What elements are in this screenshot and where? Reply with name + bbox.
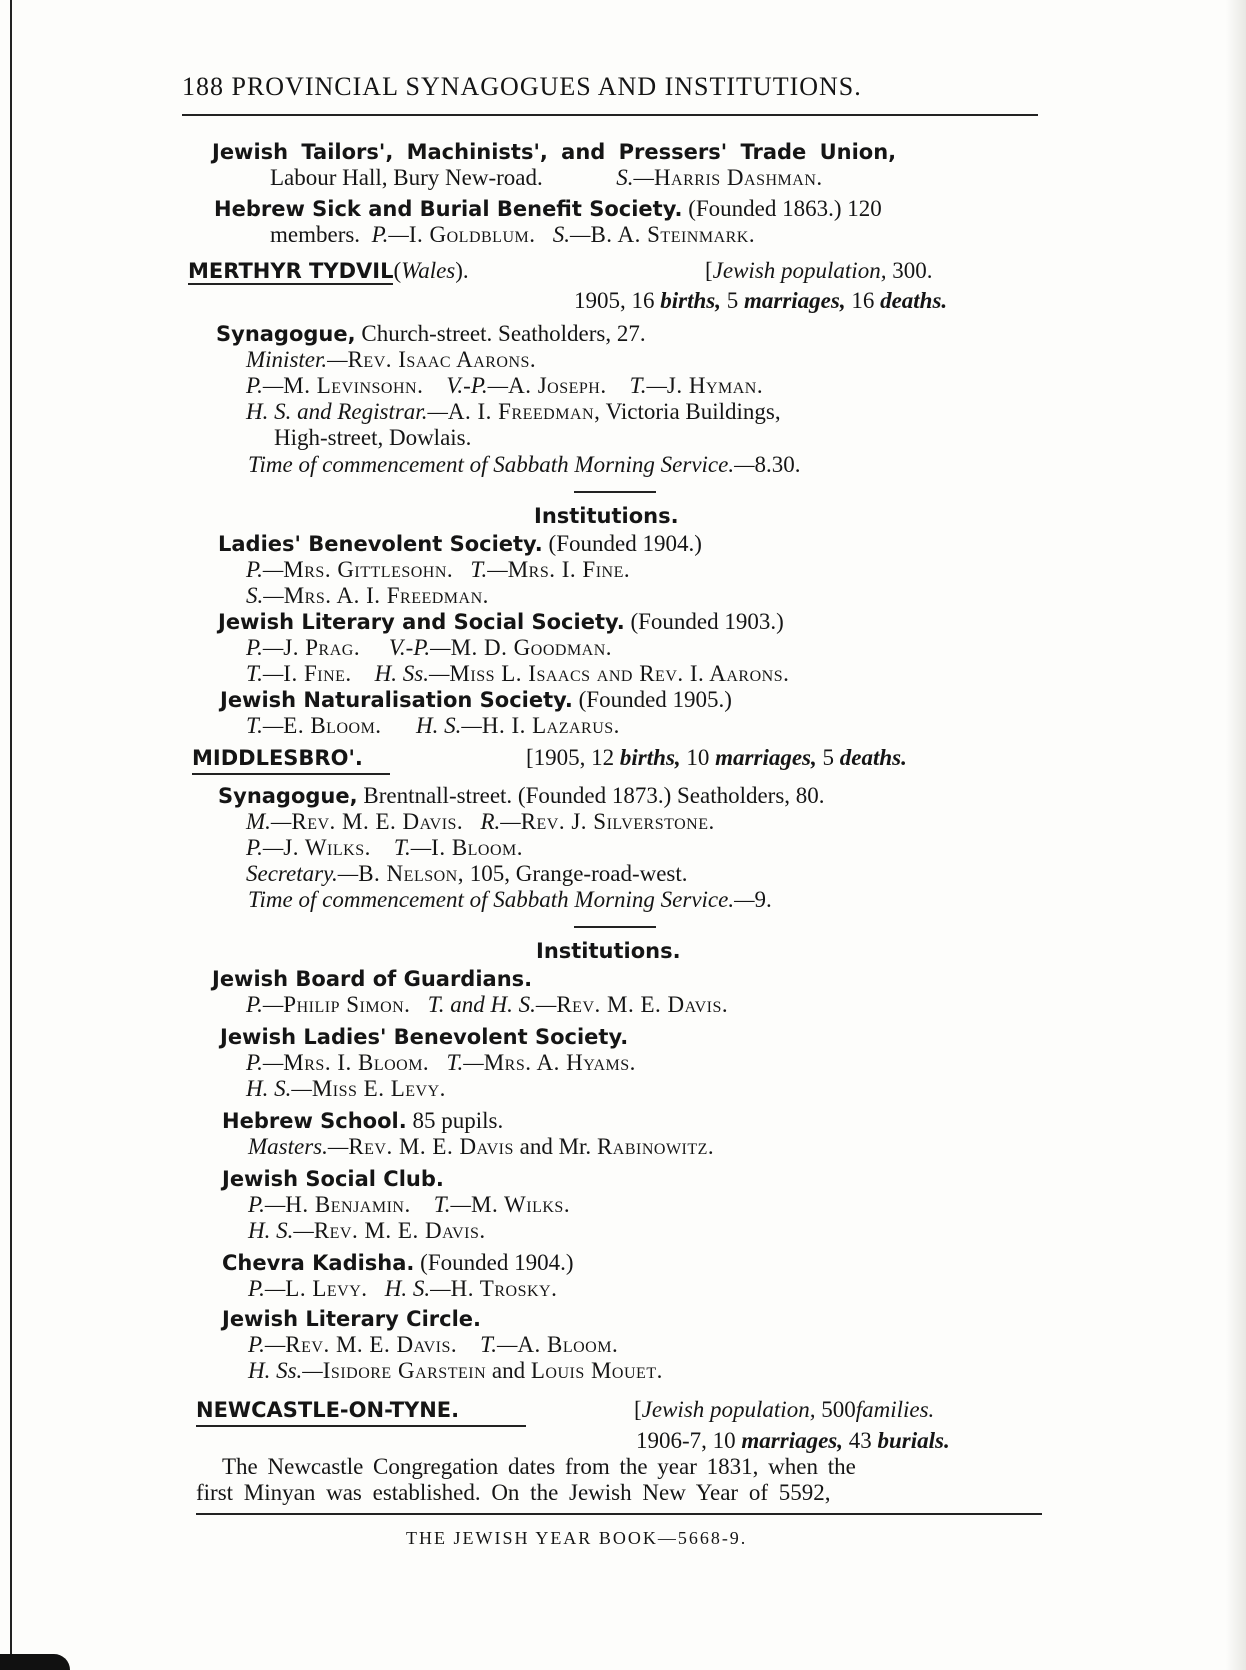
population-label: Jewish population, bbox=[712, 258, 887, 283]
newcastle-paragraph-line-1: The Newcastle Congregation dates from the year 1831, when the bbox=[222, 1454, 856, 1479]
merthyr-population bbox=[705, 258, 932, 284]
person-name: Rev. M. E. Davis. bbox=[285, 1332, 458, 1357]
hebrew-sick-officers bbox=[270, 222, 755, 248]
society-title: Chevra Kadisha. bbox=[222, 1251, 415, 1275]
merthyr-naturalisation-officers bbox=[246, 713, 620, 739]
stat-label: marriages, bbox=[743, 288, 846, 313]
synagogue-details: Brentnall-street. (Founded 1873.) Seatholders, 80. bbox=[363, 783, 825, 808]
page-left-edge bbox=[0, 0, 12, 1670]
paren: ). bbox=[455, 258, 469, 283]
stat-number: 5 bbox=[726, 288, 739, 313]
role-label: V.-P.— bbox=[388, 635, 451, 660]
merthyr-synagogue bbox=[216, 321, 646, 347]
role-label: P.— bbox=[246, 992, 284, 1017]
merthyr-ladies-society bbox=[218, 531, 702, 557]
person-name: A. I. Freedman, bbox=[447, 399, 601, 424]
role-label: S.— bbox=[552, 222, 591, 247]
newcastle-heading: NEWCASTLE-ON-TYNE. bbox=[196, 1398, 460, 1422]
role-label: T.— bbox=[246, 713, 284, 738]
merthyr-literary-officers-2 bbox=[246, 661, 789, 687]
stat-number: 16 bbox=[851, 288, 875, 313]
role-label: S.— bbox=[246, 583, 284, 608]
role-label: P.— bbox=[248, 1332, 286, 1357]
person-name: Harris Dashman. bbox=[653, 165, 823, 190]
stat-label: burials. bbox=[877, 1428, 950, 1453]
middlesbro-ladies-officers bbox=[246, 1050, 636, 1076]
middlesbro-literary-circle-title: Jewish Literary Circle. bbox=[222, 1307, 481, 1331]
stat-label: deaths. bbox=[839, 745, 907, 770]
person-name: Mrs. I. Fine. bbox=[507, 557, 631, 582]
role-label: H. Ss.— bbox=[374, 661, 450, 686]
stat-year: 1905, bbox=[574, 288, 626, 313]
newcastle-paragraph-line-2: first Minyan was established. On the Jewish New Year of 5592, bbox=[196, 1480, 831, 1505]
person-name: Miss E. Levy. bbox=[311, 1076, 446, 1101]
stat-number: 5 bbox=[822, 745, 834, 770]
person-name: M. Levinsohn. bbox=[283, 373, 424, 398]
person-name: Mrs. Gittlesohn. bbox=[283, 557, 454, 582]
person-name: B. Nelson, bbox=[358, 861, 464, 886]
role-label: T.— bbox=[470, 557, 508, 582]
society-title: Hebrew School. bbox=[222, 1109, 407, 1133]
population-value: 500 bbox=[821, 1397, 856, 1422]
city-underline bbox=[192, 773, 390, 775]
role-label: T.— bbox=[480, 1332, 518, 1357]
person-name: J. Hyman. bbox=[666, 373, 764, 398]
person-name: H. I. Lazarus. bbox=[481, 713, 620, 738]
role-label: S.— bbox=[616, 165, 654, 190]
person-name: A. Joseph. bbox=[508, 373, 607, 398]
page-corner-shadow bbox=[0, 1654, 70, 1670]
role-label: T.— bbox=[246, 661, 284, 686]
synagogue-title: Synagogue, bbox=[216, 322, 356, 346]
section-divider bbox=[574, 926, 656, 928]
stat-number: 43 bbox=[848, 1428, 872, 1453]
conjunction: and bbox=[491, 1358, 526, 1383]
middlesbro-guardians-officers bbox=[246, 992, 728, 1018]
role-label: P.— bbox=[371, 222, 409, 247]
role-label: R.— bbox=[480, 809, 521, 834]
middlesbro-ladies-secretary bbox=[246, 1076, 446, 1102]
role-label: T. and H. S.— bbox=[427, 992, 557, 1017]
person-name: Isidore Garstein bbox=[322, 1358, 487, 1383]
bracket: [ bbox=[705, 258, 713, 283]
population-label: Jewish population, bbox=[641, 1397, 816, 1422]
merthyr-naturalisation-society bbox=[220, 687, 732, 713]
person-name: E. Bloom. bbox=[283, 713, 382, 738]
role-label: H. S.— bbox=[384, 1276, 451, 1301]
middlesbro-circle-secretaries bbox=[248, 1358, 663, 1384]
person-name: J. Prag. bbox=[283, 635, 361, 660]
role-label: M.— bbox=[246, 809, 292, 834]
stat-label: deaths. bbox=[880, 288, 948, 313]
role-label: Masters.— bbox=[248, 1134, 349, 1159]
person-name: L. Levy. bbox=[285, 1276, 368, 1301]
merthyr-statistics bbox=[574, 288, 947, 314]
role-label: P.— bbox=[246, 373, 284, 398]
members-label: members. bbox=[270, 222, 361, 247]
conjunction: and Mr. bbox=[519, 1134, 592, 1159]
role-label: H. S.— bbox=[246, 1076, 312, 1101]
merthyr-service-time bbox=[248, 452, 801, 478]
stat-number: 16 bbox=[631, 288, 655, 313]
person-name: M. D. Goodman. bbox=[450, 635, 613, 660]
person-name: Rev. M. E. Davis bbox=[348, 1134, 514, 1159]
person-name: I. Bloom. bbox=[431, 835, 524, 860]
role-label: P.— bbox=[246, 635, 284, 660]
person-name: I. Fine. bbox=[283, 661, 352, 686]
pupils-count: 85 pupils. bbox=[412, 1108, 504, 1133]
person-name: A. Bloom. bbox=[517, 1332, 619, 1357]
person-name: Miss L. Isaacs and Rev. I. Aarons. bbox=[449, 661, 790, 686]
tailors-union-title: Jewish Tailors', Machinists', and Pressers' Trade Union, bbox=[212, 140, 897, 164]
founded-note: (Founded 1904.) bbox=[548, 531, 702, 556]
middlesbro-secretary bbox=[246, 861, 688, 887]
role-label: T.— bbox=[433, 1192, 472, 1217]
section-divider bbox=[574, 491, 656, 493]
society-title: Jewish Literary and Social Society. bbox=[218, 610, 625, 634]
merthyr-literary-society bbox=[218, 609, 784, 635]
newcastle-population bbox=[634, 1397, 934, 1423]
service-time: 9. bbox=[754, 887, 772, 912]
role-label: P.— bbox=[248, 1192, 286, 1217]
person-name: Louis Mouet. bbox=[530, 1358, 663, 1383]
footer-text: THE JEWISH YEAR BOOK—5668-9. bbox=[406, 1528, 748, 1548]
middlesbro-officers bbox=[246, 835, 523, 861]
city-underline bbox=[196, 1425, 526, 1427]
person-name: H. Benjamin. bbox=[285, 1192, 411, 1217]
synagogue-details: Church-street. Seatholders, 27. bbox=[361, 321, 646, 346]
role-label: P.— bbox=[248, 1276, 286, 1301]
middlesbro-guardians-title: Jewish Board of Guardians. bbox=[212, 967, 533, 991]
footer-rule bbox=[196, 1513, 1042, 1515]
merthyr-heading bbox=[188, 258, 469, 284]
middlesbro-social-officers bbox=[248, 1192, 570, 1218]
person-name: B. A. Steinmark. bbox=[590, 222, 756, 247]
society-title: Jewish Naturalisation Society. bbox=[220, 688, 573, 712]
middlesbro-social-secretary bbox=[248, 1218, 486, 1244]
stat-label: births, bbox=[660, 288, 721, 313]
role-label: P.— bbox=[246, 1050, 284, 1075]
merthyr-ladies-officers bbox=[246, 557, 630, 583]
stat-label: marriages, bbox=[715, 745, 817, 770]
middlesbro-ministers bbox=[246, 809, 715, 835]
merthyr-hon-secretary bbox=[246, 399, 781, 425]
stat-year: 1905, bbox=[533, 745, 586, 770]
synagogue-title: Synagogue, bbox=[218, 784, 358, 808]
service-label: Time of commencement of Sabbath Morning Service.— bbox=[248, 887, 755, 912]
page-right-edge bbox=[1226, 0, 1246, 1670]
role-label: H. Ss.— bbox=[248, 1358, 323, 1383]
city-name: MERTHYR TYDVIL bbox=[188, 259, 394, 283]
population-value: 300. bbox=[892, 258, 933, 283]
person-name: Rev. Isaac Aarons. bbox=[347, 347, 537, 372]
role-label: H. S.— bbox=[416, 713, 482, 738]
stat-year: 1906-7, bbox=[636, 1428, 707, 1453]
society-title: Ladies' Benevolent Society. bbox=[218, 532, 543, 556]
stat-number: 10 bbox=[686, 745, 710, 770]
middlesbro-synagogue bbox=[218, 783, 825, 809]
role-label: P.— bbox=[246, 557, 284, 582]
role-label: T.— bbox=[446, 1050, 484, 1075]
stat-number: 12 bbox=[591, 745, 615, 770]
service-label: Time of commencement of Sabbath Morning Service.— bbox=[248, 452, 755, 477]
person-name: Rev. M. E. Davis. bbox=[313, 1218, 486, 1243]
merthyr-institutions-heading: Institutions. bbox=[534, 504, 679, 528]
header-rule bbox=[182, 114, 1038, 116]
society-title: Hebrew Sick and Burial Benefit Society. bbox=[214, 197, 683, 221]
role-label: V.-P.— bbox=[446, 373, 509, 398]
running-header: 188 PROVINCIAL SYNAGOGUES AND INSTITUTIONS. bbox=[182, 72, 862, 101]
merthyr-ladies-secretary bbox=[246, 583, 489, 609]
person-name: Rev. M. E. Davis. bbox=[556, 992, 729, 1017]
merthyr-literary-officers bbox=[246, 635, 612, 661]
bracket: [ bbox=[526, 745, 534, 770]
middlesbro-ladies-title: Jewish Ladies' Benevolent Society. bbox=[220, 1025, 629, 1049]
newcastle-statistics bbox=[636, 1428, 950, 1454]
stat-number: 10 bbox=[712, 1428, 736, 1453]
person-name: I. Goldblum. bbox=[408, 222, 536, 247]
country: Wales bbox=[401, 258, 456, 283]
middlesbro-heading: MIDDLESBRO'. bbox=[192, 746, 363, 770]
bracket: [ bbox=[634, 1397, 642, 1422]
person-name: M. Wilks. bbox=[471, 1192, 571, 1217]
founded-note: (Founded 1904.) bbox=[420, 1250, 574, 1275]
middlesbro-institutions-heading: Institutions. bbox=[536, 939, 681, 963]
founded-note: (Founded 1863.) 120 bbox=[688, 196, 882, 221]
population-unit: families. bbox=[855, 1397, 935, 1422]
tailors-union-details bbox=[270, 165, 823, 191]
hebrew-sick-society bbox=[214, 196, 882, 222]
merthyr-minister bbox=[246, 347, 536, 373]
paren: ( bbox=[393, 258, 402, 283]
address: 105, Grange-road-west. bbox=[469, 861, 688, 886]
middlesbro-hebrew-school bbox=[222, 1108, 503, 1134]
address: Victoria Buildings, bbox=[605, 399, 781, 424]
founded-note: (Founded 1905.) bbox=[578, 687, 732, 712]
role-label: H. S. and Registrar.— bbox=[246, 399, 448, 424]
person-name: H. Trosky. bbox=[450, 1276, 558, 1301]
middlesbro-statistics bbox=[526, 745, 907, 771]
role-label: Secretary.— bbox=[246, 861, 359, 886]
person-name: Mrs. A. I. Freedman. bbox=[283, 583, 489, 608]
role-label: H. S.— bbox=[248, 1218, 314, 1243]
person-name: Mrs. A. Hyams. bbox=[483, 1050, 636, 1075]
person-name: Philip Simon. bbox=[283, 992, 411, 1017]
middlesbro-service-time bbox=[248, 887, 772, 913]
person-name: Rev. M. E. Davis. bbox=[291, 809, 464, 834]
merthyr-address-cont: High-street, Dowlais. bbox=[274, 425, 472, 450]
middlesbro-chevra-kadisha bbox=[222, 1250, 573, 1276]
role-label: Minister.— bbox=[246, 347, 348, 372]
stat-label: births, bbox=[619, 745, 681, 770]
person-name: Mrs. I. Bloom. bbox=[283, 1050, 430, 1075]
middlesbro-circle-officers bbox=[248, 1332, 618, 1358]
stat-label: marriages, bbox=[741, 1428, 844, 1453]
tailors-address: Labour Hall, Bury New-road. bbox=[270, 165, 543, 190]
founded-note: (Founded 1903.) bbox=[630, 609, 784, 634]
role-label: T.— bbox=[393, 835, 432, 860]
middlesbro-chevra-officers bbox=[248, 1276, 557, 1302]
person-name: Rabinowitz. bbox=[596, 1134, 715, 1159]
middlesbro-social-club-title: Jewish Social Club. bbox=[222, 1167, 444, 1191]
role-label: T.— bbox=[629, 373, 667, 398]
merthyr-officers bbox=[246, 373, 763, 399]
role-label: P.— bbox=[246, 835, 284, 860]
service-time: 8.30. bbox=[754, 452, 801, 477]
person-name: Rev. J. Silverstone. bbox=[520, 809, 715, 834]
person-name: J. Wilks. bbox=[283, 835, 371, 860]
middlesbro-masters bbox=[248, 1134, 714, 1160]
